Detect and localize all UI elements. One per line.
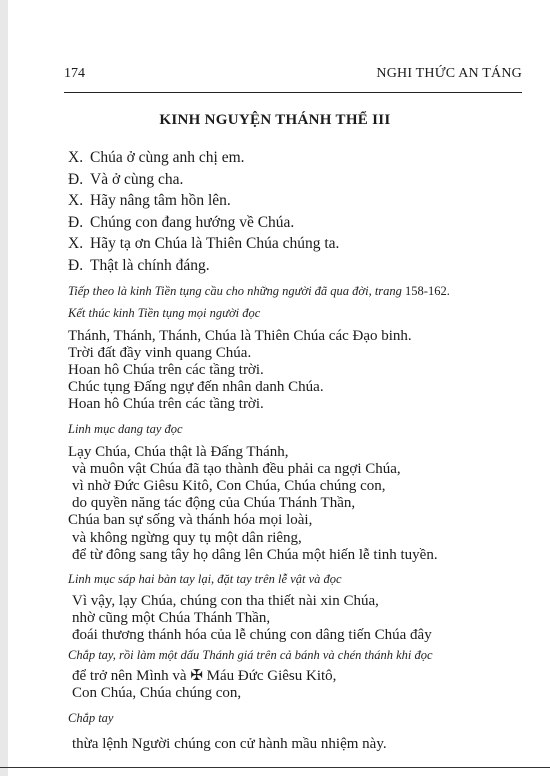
- dialogue-line: [68, 190, 520, 212]
- dialogue-text: Hãy tạ ơn Chúa là Thiên Chúa chúng ta.: [90, 235, 340, 253]
- dialogue-text: Thật là chính đáng.: [90, 256, 210, 274]
- dialogue-mark: X.: [68, 149, 84, 166]
- prayer-line: Con Chúa, Chúa chúng con,: [72, 684, 242, 701]
- dialogue-line: [68, 169, 520, 191]
- dialogue-line: [68, 212, 520, 234]
- dialogue-text: Chúa ở cùng anh chị em.: [90, 149, 245, 166]
- page-number: 174: [64, 66, 85, 81]
- dialogue-text: Hãy nâng tâm hồn lên.: [90, 192, 231, 210]
- prayer-line: Vì vậy, lạy Chúa, chúng con tha thiết nài xin Chúa,: [72, 593, 379, 609]
- rubric-sanctus: Kết thúc kinh Tiền tụng mọi người đọc: [68, 305, 261, 320]
- rubric-preface-pages: 158-162.: [405, 283, 450, 298]
- dialogue-line: [68, 255, 520, 277]
- rubric-hands-over-offerings: Linh mục sáp hai bàn tay lại, đặt tay trên lễ vật và đọc: [68, 572, 342, 586]
- sanctus-line: Chúc tụng Đấng ngự đến nhân danh Chúa.: [68, 379, 324, 396]
- prayer-holy: [68, 444, 520, 564]
- sanctus: [68, 328, 520, 414]
- prayer-line: nhờ cũng một Chúa Thánh Thần,: [72, 610, 271, 627]
- page-body: [68, 147, 520, 753]
- rubric-extend-hands: Linh mục dang tay đọc: [68, 421, 183, 436]
- header-rule: [64, 92, 522, 93]
- rubric-preface-text: Tiếp theo là kinh Tiền tụng cầu cho những người đã qua đời, trang: [68, 283, 402, 298]
- sanctus-line: Trời đất đầy vinh quang Chúa.: [68, 344, 252, 361]
- prayer-line: vì nhờ Đức Giêsu Kitô, Con Chúa, Chúa chúng con,: [72, 477, 386, 494]
- prayer-line: do quyền năng tác động của Chúa Thánh Thần,: [72, 495, 356, 512]
- dialogue-text: Chúng con đang hướng về Chúa.: [90, 213, 295, 231]
- page-header: [64, 66, 522, 86]
- dialogue-mark: Đ.: [68, 256, 84, 274]
- dialogue-mark: Đ.: [68, 213, 84, 231]
- dialogue-text: Và ở cùng cha.: [90, 170, 184, 188]
- sanctus-line: Thánh, Thánh, Thánh, Chúa là Thiên Chúa các Đạo binh.: [68, 327, 412, 344]
- dialogue-mark: X.: [68, 192, 84, 210]
- prayer-body-blood: [68, 668, 520, 702]
- dialogue-line: [68, 233, 520, 255]
- sanctus-line: Hoan hô Chúa trên các tầng trời.: [68, 361, 264, 378]
- prayer-epiclesis: [68, 593, 520, 645]
- prayer-line: Lạy Chúa, Chúa thật là Đấng Thánh,: [68, 443, 289, 460]
- prayer-line: thừa lệnh Người chúng con cử hành mầu nhiệm này.: [72, 736, 387, 753]
- rubric-preface: [68, 283, 520, 299]
- rubric-join-hands: Chắp tay: [68, 711, 114, 726]
- sanctus-line: Hoan hô Chúa trên các tầng trời.: [68, 396, 264, 413]
- dialogue: [68, 147, 520, 277]
- dialogue-line: [68, 147, 520, 169]
- prayer-line: Chúa ban sự sống và thánh hóa mọi loài,: [68, 512, 313, 529]
- prayer-line: để trở nên Mình và ✠ Máu Đức Giêsu Kitô,: [72, 667, 337, 684]
- prayer-line: đoái thương thánh hóa của lễ chúng con dâng tiến Chúa đây: [72, 627, 432, 644]
- footer-rule: [0, 767, 550, 768]
- prayer-line: để từ đông sang tây họ dâng lên Chúa một hiến lễ tinh tuyền.: [72, 546, 438, 563]
- prayer-line: và không ngừng quy tụ một dân riêng,: [72, 529, 302, 546]
- prayer-line: và muôn vật Chúa đã tạo thành đều phải ca ngợi Chúa,: [72, 460, 401, 477]
- dialogue-mark: Đ.: [68, 170, 84, 188]
- running-title: NGHI THỨC AN TÁNG: [376, 66, 522, 81]
- dialogue-mark: X.: [68, 235, 84, 253]
- rubric-sign-of-cross: Chắp tay, rồi làm một dấu Thánh giá trên cả bánh và chén thánh khi đọc: [68, 647, 433, 662]
- section-title: KINH NGUYỆN THÁNH THỂ III: [159, 112, 391, 128]
